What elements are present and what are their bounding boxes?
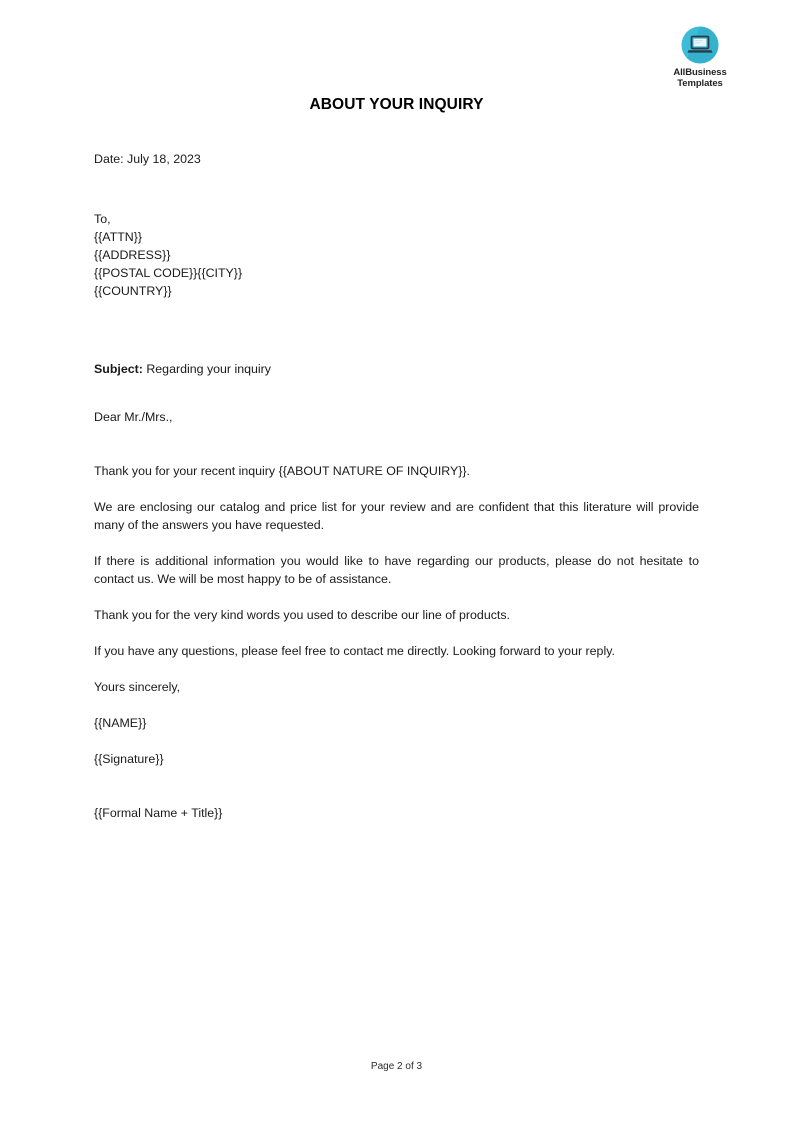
spacer <box>94 426 699 462</box>
subject-value: Regarding your inquiry <box>146 362 272 376</box>
subject-label: Subject: <box>94 362 143 376</box>
page-title: ABOUT YOUR INQUIRY <box>309 96 484 113</box>
recipient-attn: {{ATTN}} <box>94 230 142 244</box>
body-paragraph-1: Thank you for your recent inquiry {{ABOUT NATURE OF INQUIRY}}. <box>94 464 470 478</box>
recipient-address: {{ADDRESS}} <box>94 248 171 262</box>
spacer <box>94 588 699 606</box>
spacer <box>94 378 699 408</box>
spacer <box>94 696 699 714</box>
brand-logo-line2: Templates <box>677 78 723 89</box>
spacer <box>94 480 699 498</box>
closing-formal-name-title: {{Formal Name + Title}} <box>94 806 223 820</box>
spacer <box>94 342 699 360</box>
laptop-icon <box>681 26 719 64</box>
recipient-to-label: To, <box>94 212 111 226</box>
subject-line <box>94 360 699 378</box>
spacer <box>94 624 699 642</box>
spacer <box>94 660 699 678</box>
closing-signature: {{Signature}} <box>94 752 164 766</box>
footer-page-indicator: Page 2 of 3 <box>370 1061 423 1072</box>
spacer <box>94 300 699 342</box>
recipient-country: {{COUNTRY}} <box>94 284 172 298</box>
recipient-postal-city: {{POSTAL CODE}}{{CITY}} <box>94 266 243 280</box>
sign-off: Yours sincerely, <box>94 680 181 694</box>
spacer <box>94 168 699 210</box>
recipient-address-block <box>94 210 699 300</box>
body-paragraph-3: If there is additional information you would like to have regarding our products, please do not hesitate to contact us. We will be most happy to be of assistance. <box>94 554 699 586</box>
brand-logo-line1: AllBusiness <box>673 67 727 78</box>
spacer <box>94 732 699 750</box>
spacer <box>94 768 699 804</box>
body-paragraph-4: Thank you for the very kind words you used to describe our line of products. <box>94 608 510 622</box>
body-paragraph-5: If you have any questions, please feel free to contact me directly. Looking forward to your reply. <box>94 644 615 658</box>
spacer <box>94 534 699 552</box>
document-body <box>94 150 699 822</box>
date-line: Date: July 18, 2023 <box>94 152 201 166</box>
salutation: Dear Mr./Mrs., <box>94 410 173 424</box>
closing-name: {{NAME}} <box>94 716 147 730</box>
brand-logo-text <box>655 67 745 89</box>
body-paragraph-2: We are enclosing our catalog and price list for your review and are confident that this literature will provide many of the answers you have requested. <box>94 500 699 532</box>
brand-logo <box>655 26 745 89</box>
